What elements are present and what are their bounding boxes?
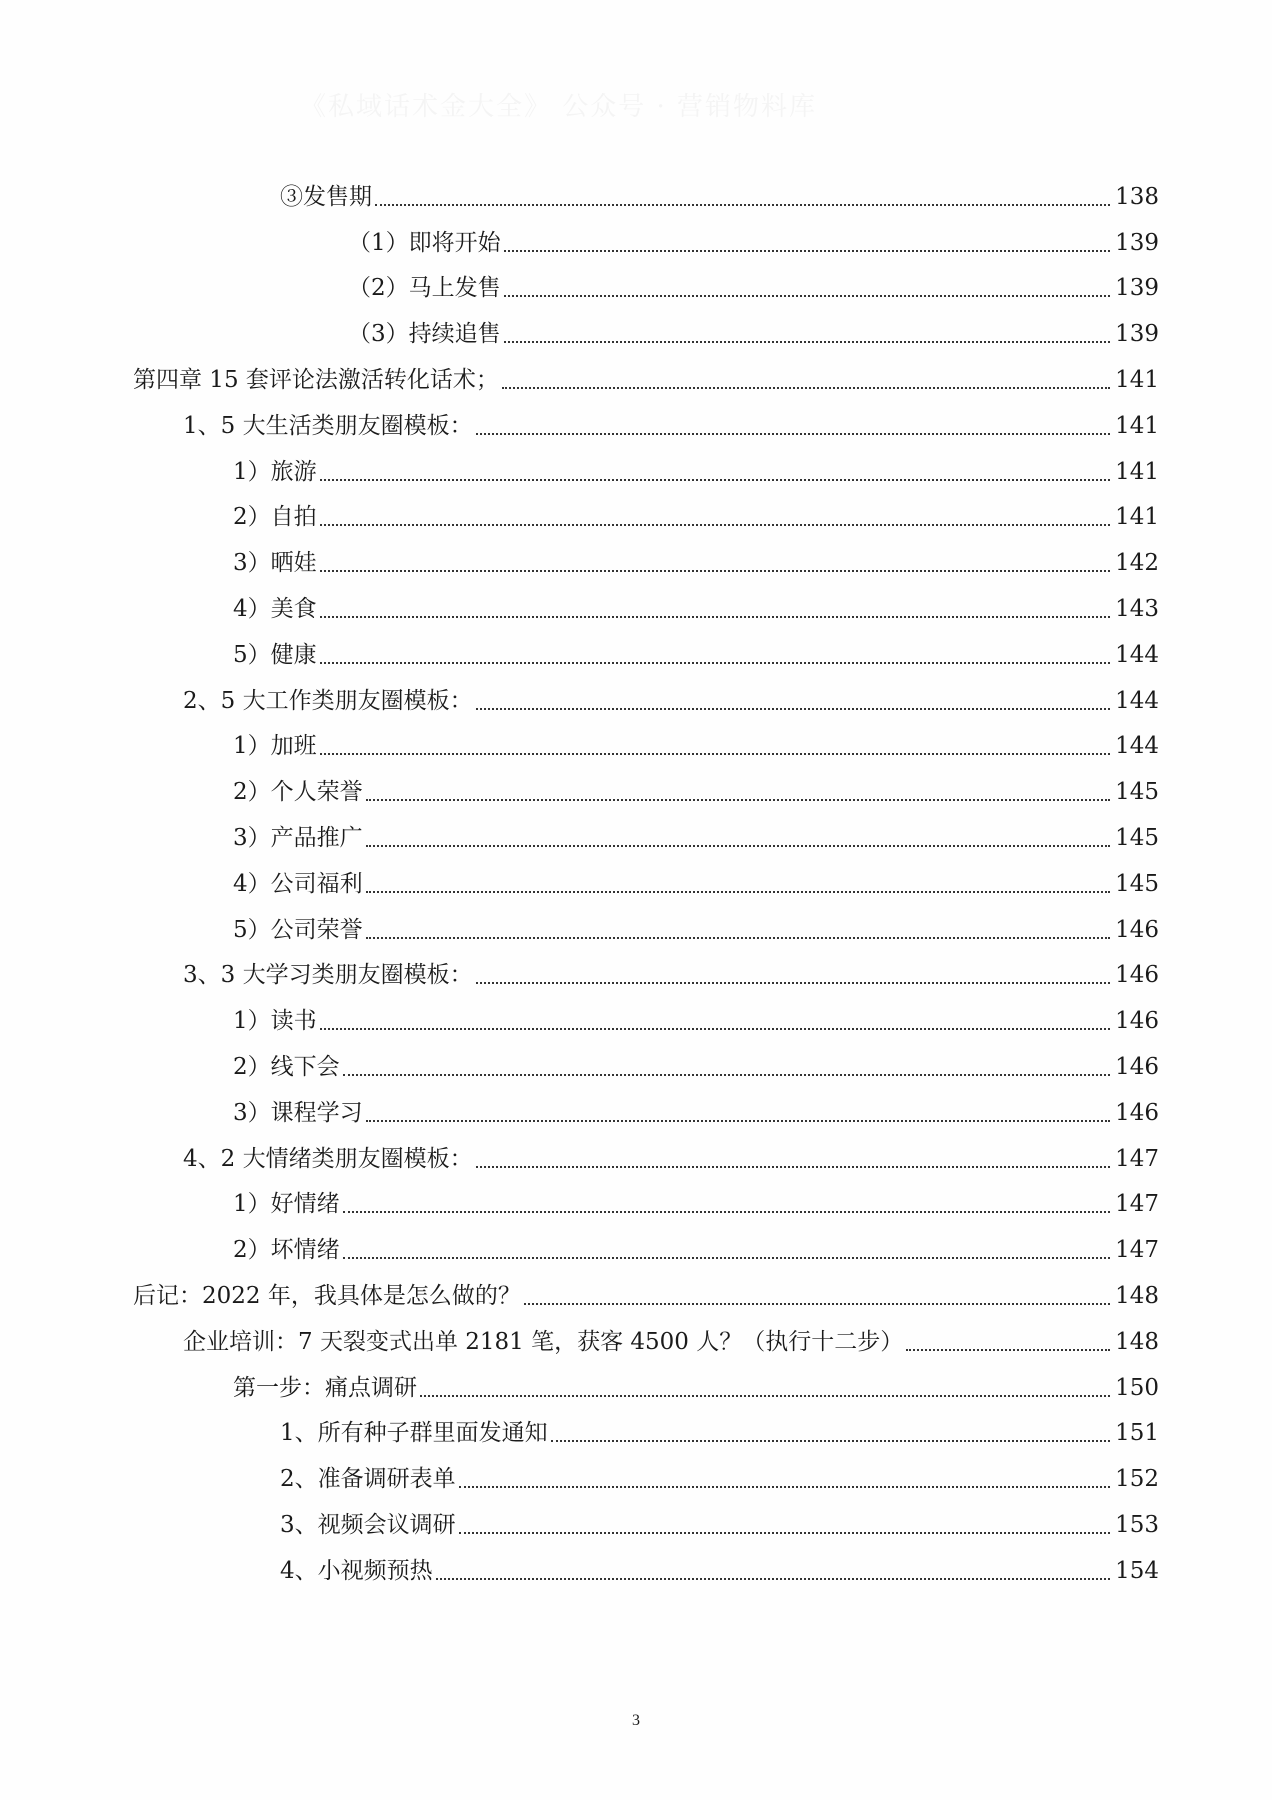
toc-entry	[0, 1228, 1272, 1274]
toc-entry	[0, 633, 1272, 679]
toc-dot-leader	[375, 204, 1110, 206]
toc-entry-title: 3）课程学习	[233, 1099, 363, 1126]
toc-entry-page: 146	[1115, 916, 1159, 943]
toc-entry-page: 144	[1115, 733, 1159, 760]
toc-entry	[0, 541, 1272, 587]
toc-entry-page: 148	[1115, 1282, 1159, 1309]
toc-entry-title: 1）读书	[233, 1008, 317, 1035]
toc-dot-leader	[551, 1440, 1110, 1442]
toc-entry	[0, 221, 1272, 267]
header-watermark: 《私域话术金大全》 公众号 · 营销物料库	[300, 92, 818, 122]
toc-entry-title: （2）马上发售	[348, 275, 501, 302]
toc-entry-title: 2、准备调研表单	[280, 1466, 456, 1493]
toc-entry-title: ③发售期	[280, 183, 372, 210]
toc-entry-page: 146	[1115, 1099, 1159, 1126]
toc-entry	[0, 496, 1272, 542]
toc-entry-page: 152	[1115, 1466, 1159, 1493]
toc-entry	[0, 1137, 1272, 1183]
toc-entry-title: 5）公司荣誉	[233, 916, 363, 943]
toc-entry-title: 1、5 大生活类朋友圈模板：	[183, 412, 473, 439]
toc-dot-leader	[320, 753, 1110, 755]
toc-entry	[0, 770, 1272, 816]
toc-entry-title: 2）个人荣誉	[233, 779, 363, 806]
toc-entry	[0, 358, 1272, 404]
toc-entry-title: （3）持续追售	[348, 321, 501, 348]
toc-entry-title: 1、所有种子群里面发通知	[280, 1420, 548, 1447]
toc-entry	[0, 1457, 1272, 1503]
toc-entry-page: 151	[1115, 1420, 1159, 1447]
toc-entry-title: 第一步：痛点调研	[233, 1374, 417, 1401]
toc-dot-leader	[504, 295, 1110, 297]
toc-entry	[0, 1412, 1272, 1458]
toc-entry	[0, 1366, 1272, 1412]
toc-entry-page: 147	[1115, 1237, 1159, 1264]
toc-entry	[0, 587, 1272, 633]
toc-dot-leader	[504, 250, 1110, 252]
toc-dot-leader	[504, 341, 1110, 343]
toc-entry	[0, 175, 1272, 221]
toc-entry-title: 1）加班	[233, 733, 317, 760]
toc-dot-leader	[476, 433, 1110, 435]
toc-dot-leader	[343, 1074, 1110, 1076]
toc-dot-leader	[502, 387, 1110, 389]
toc-dot-leader	[366, 891, 1110, 893]
toc-entry-page: 147	[1115, 1145, 1159, 1172]
toc-dot-leader	[476, 1166, 1110, 1168]
toc-entry	[0, 267, 1272, 313]
toc-dot-leader	[366, 937, 1110, 939]
toc-entry-page: 139	[1115, 321, 1159, 348]
toc-entry-page: 145	[1115, 824, 1159, 851]
toc-entry-page: 150	[1115, 1374, 1159, 1401]
toc-dot-leader	[366, 845, 1110, 847]
toc-entry-page: 141	[1115, 458, 1159, 485]
toc-entry-title: 4）美食	[233, 595, 317, 622]
toc-entry-page: 153	[1115, 1511, 1159, 1538]
toc-entry	[0, 1549, 1272, 1595]
toc-entry-page: 138	[1115, 183, 1159, 210]
toc-entry-title: 5）健康	[233, 641, 317, 668]
toc-dot-leader	[524, 1303, 1110, 1305]
toc-entry-title: 2）自拍	[233, 504, 317, 531]
toc-entry-title: 1）好情绪	[233, 1191, 340, 1218]
toc-entry-title: 2）坏情绪	[233, 1237, 340, 1264]
toc-dot-leader	[420, 1395, 1110, 1397]
toc-entry	[0, 999, 1272, 1045]
toc-entry	[0, 725, 1272, 771]
toc-dot-leader	[476, 982, 1110, 984]
page-number: 3	[632, 1712, 640, 1729]
toc-dot-leader	[343, 1211, 1110, 1213]
toc-dot-leader	[906, 1349, 1110, 1351]
toc-entry-page: 146	[1115, 1008, 1159, 1035]
toc-entry-title: 2）线下会	[233, 1053, 340, 1080]
toc-entry	[0, 1320, 1272, 1366]
toc-entry-title: 3）晒娃	[233, 550, 317, 577]
toc-entry-page: 144	[1115, 641, 1159, 668]
toc-entry	[0, 312, 1272, 358]
toc-entry-page: 141	[1115, 504, 1159, 531]
toc-dot-leader	[366, 799, 1110, 801]
toc-dot-leader	[476, 708, 1110, 710]
toc-entry-page: 141	[1115, 412, 1159, 439]
toc-entry	[0, 679, 1272, 725]
toc-entry	[0, 954, 1272, 1000]
toc-entry-title: 2、5 大工作类朋友圈模板：	[183, 687, 473, 714]
toc-dot-leader	[320, 524, 1110, 526]
toc-dot-leader	[436, 1578, 1110, 1580]
toc-entry-title: 4、2 大情绪类朋友圈模板：	[183, 1145, 473, 1172]
toc-entry-page: 147	[1115, 1191, 1159, 1218]
toc-dot-leader	[320, 479, 1110, 481]
toc-entry-page: 148	[1115, 1328, 1159, 1355]
toc-entry-page: 145	[1115, 870, 1159, 897]
toc-dot-leader	[320, 616, 1110, 618]
toc-dot-leader	[459, 1486, 1110, 1488]
toc-entry-page: 143	[1115, 595, 1159, 622]
toc-dot-leader	[343, 1257, 1110, 1259]
toc-entry-title: 3、视频会议调研	[280, 1511, 456, 1538]
toc-dot-leader	[320, 570, 1110, 572]
toc-dot-leader	[459, 1532, 1110, 1534]
toc-entry-title: 第四章 15 套评论法激活转化话术；	[133, 366, 499, 393]
toc-entry-page: 141	[1115, 366, 1159, 393]
toc-entry	[0, 1045, 1272, 1091]
toc-entry-title: 4）公司福利	[233, 870, 363, 897]
toc-entry	[0, 908, 1272, 954]
toc-entry	[0, 404, 1272, 450]
toc-dot-leader	[366, 1120, 1110, 1122]
toc-entry-title: 后记：2022 年，我具体是怎么做的？	[133, 1282, 521, 1309]
toc-entry-page: 146	[1115, 1053, 1159, 1080]
toc-entry	[0, 1503, 1272, 1549]
toc-entry-page: 139	[1115, 275, 1159, 302]
toc-entry-page: 144	[1115, 687, 1159, 714]
toc-entry	[0, 450, 1272, 496]
toc-entry-page: 145	[1115, 779, 1159, 806]
toc-entry-title: 3、3 大学习类朋友圈模板：	[183, 962, 473, 989]
toc-entry-page: 139	[1115, 229, 1159, 256]
table-of-contents	[0, 175, 1272, 1595]
toc-entry	[0, 1091, 1272, 1137]
toc-entry-title: 3）产品推广	[233, 824, 363, 851]
toc-entry-page: 146	[1115, 962, 1159, 989]
toc-entry-title: （1）即将开始	[348, 229, 501, 256]
toc-entry-title: 1）旅游	[233, 458, 317, 485]
toc-entry-page: 142	[1115, 550, 1159, 577]
toc-dot-leader	[320, 662, 1110, 664]
toc-entry-title: 4、小视频预热	[280, 1557, 433, 1584]
toc-entry	[0, 862, 1272, 908]
toc-dot-leader	[320, 1028, 1110, 1030]
toc-entry	[0, 1274, 1272, 1320]
toc-entry-title: 企业培训：7 天裂变式出单 2181 笔，获客 4500 人？（执行十二步）	[183, 1328, 904, 1355]
toc-entry	[0, 816, 1272, 862]
toc-entry-page: 154	[1115, 1557, 1159, 1584]
toc-entry	[0, 1183, 1272, 1229]
